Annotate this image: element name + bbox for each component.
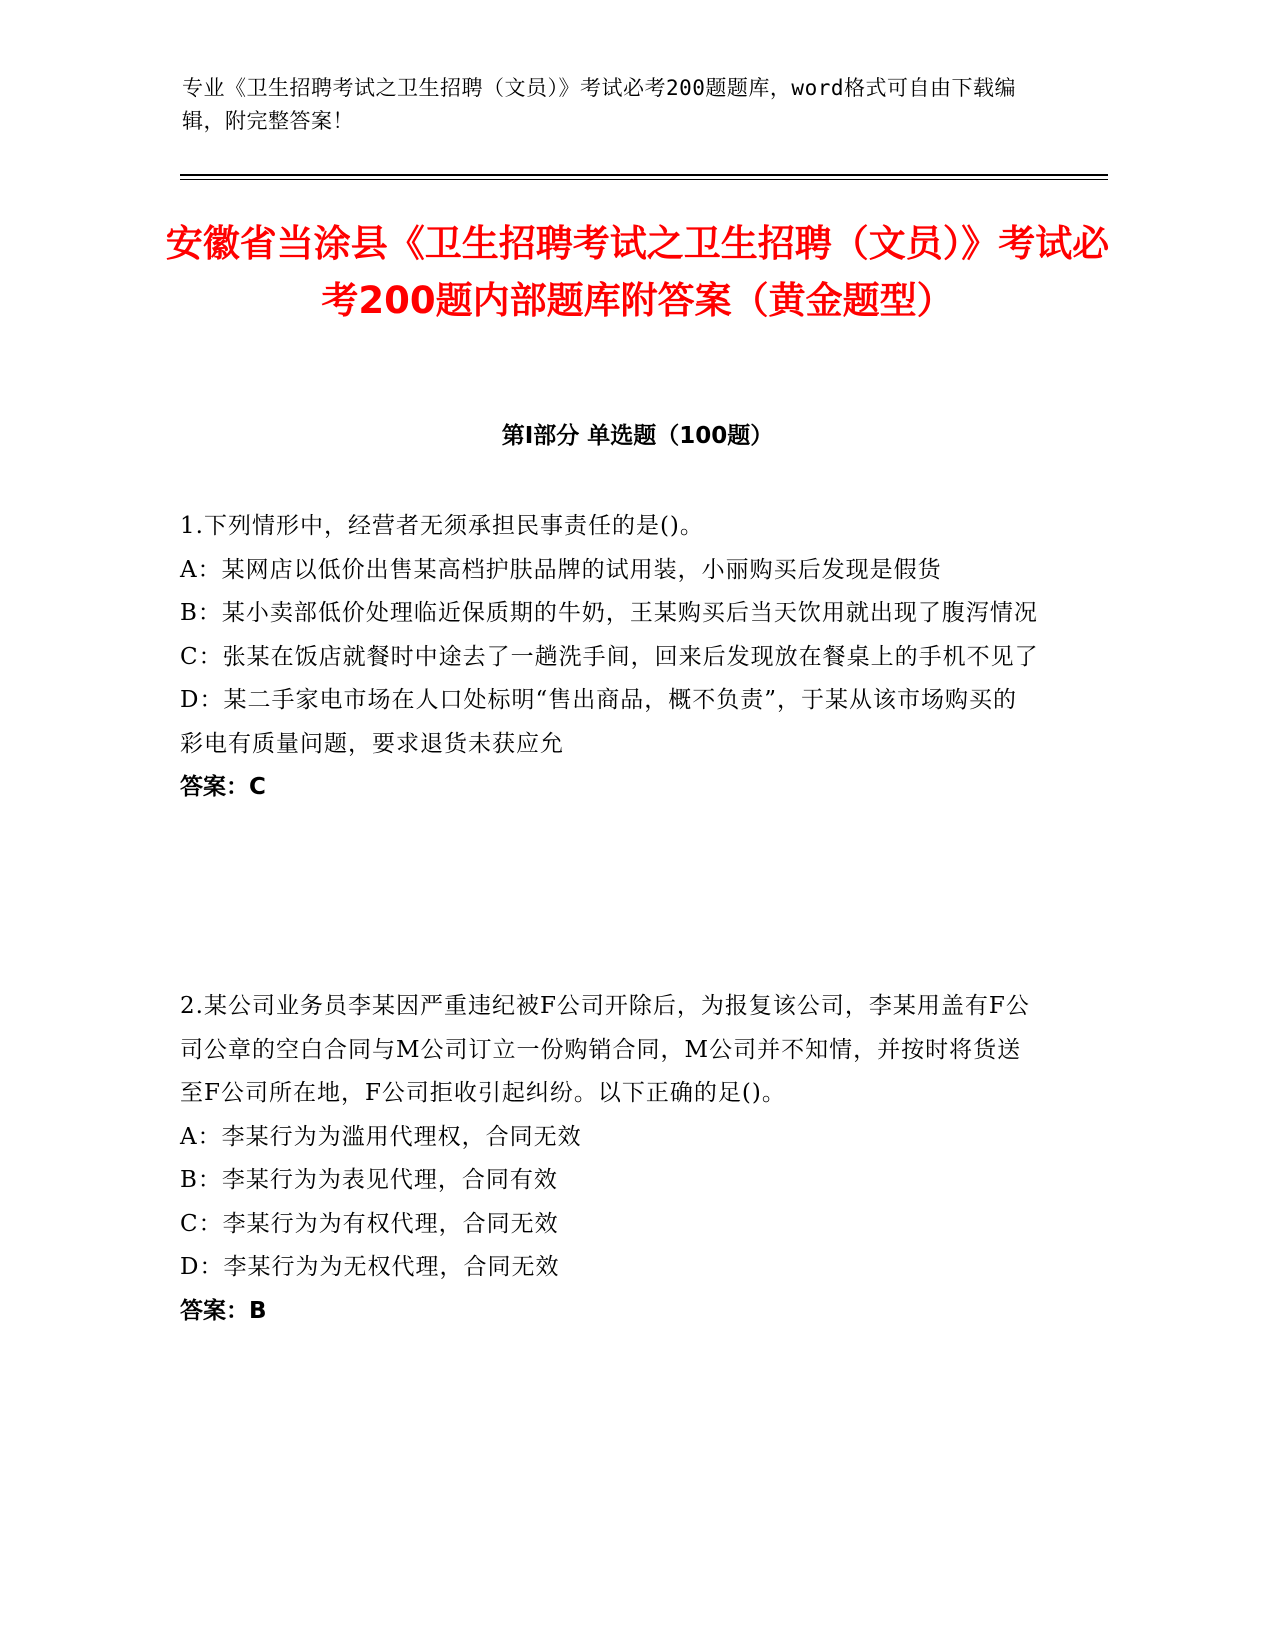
question-1 — [180, 505, 1040, 810]
header-note: 专业《卫生招聘考试之卫生招聘（文员）》考试必考200题题库，word格式可自由下载编辑，附完整答案！ — [182, 76, 1016, 133]
option-d: D：李某行为为无权代理，合同无效 — [180, 1254, 560, 1280]
option-a: A：李某行为为滥用代理权，合同无效 — [180, 1123, 582, 1150]
document-title: 安徽省当涂县《卫生招聘考试之卫生招聘（文员）》考试必考200题内部题库附答案（黄金题型） — [165, 222, 1110, 322]
section-heading: 第Ⅰ部分 单选题（100题） — [501, 423, 774, 449]
question-2 — [180, 985, 1040, 1333]
question-stem: 1.下列情形中，经营者无须承担民事责任的是()。 — [180, 513, 704, 539]
option-b: B：某小卖部低价处理临近保质期的牛奶，王某购买后当天饮用就出现了腹泻情况 — [180, 600, 1038, 626]
answer: 答案：C — [180, 774, 266, 800]
option-c: C：李某行为为有权代理，合同无效 — [180, 1210, 559, 1237]
option-a: A：某网店以低价出售某高档护肤品牌的试用装，小丽购买后发现是假货 — [180, 556, 942, 583]
option-d: D：某二手家电市场在人口处标明“售出商品，概不负责”，于某从该市场购买的彩电有质量问题，要求退货未获应允 — [180, 687, 1017, 757]
option-c: C：张某在饭店就餐时中途去了一趟洗手间，回来后发现放在餐桌上的手机不见了 — [180, 643, 1039, 670]
header-divider-thin — [180, 179, 1108, 180]
answer: 答案：B — [180, 1297, 267, 1324]
header-divider-thick — [180, 174, 1108, 176]
option-b: B：李某行为为表见代理，合同有效 — [180, 1167, 558, 1193]
question-stem: 2.某公司业务员李某因严重违纪被F公司开除后，为报复该公司，李某用盖有F公司公章的空白合同与M公司订立一份购销合同，M公司并不知情，并按时将货送至F公司所在地，F公司拒收引起纠纷。以下正确的足()。 — [180, 993, 1030, 1106]
